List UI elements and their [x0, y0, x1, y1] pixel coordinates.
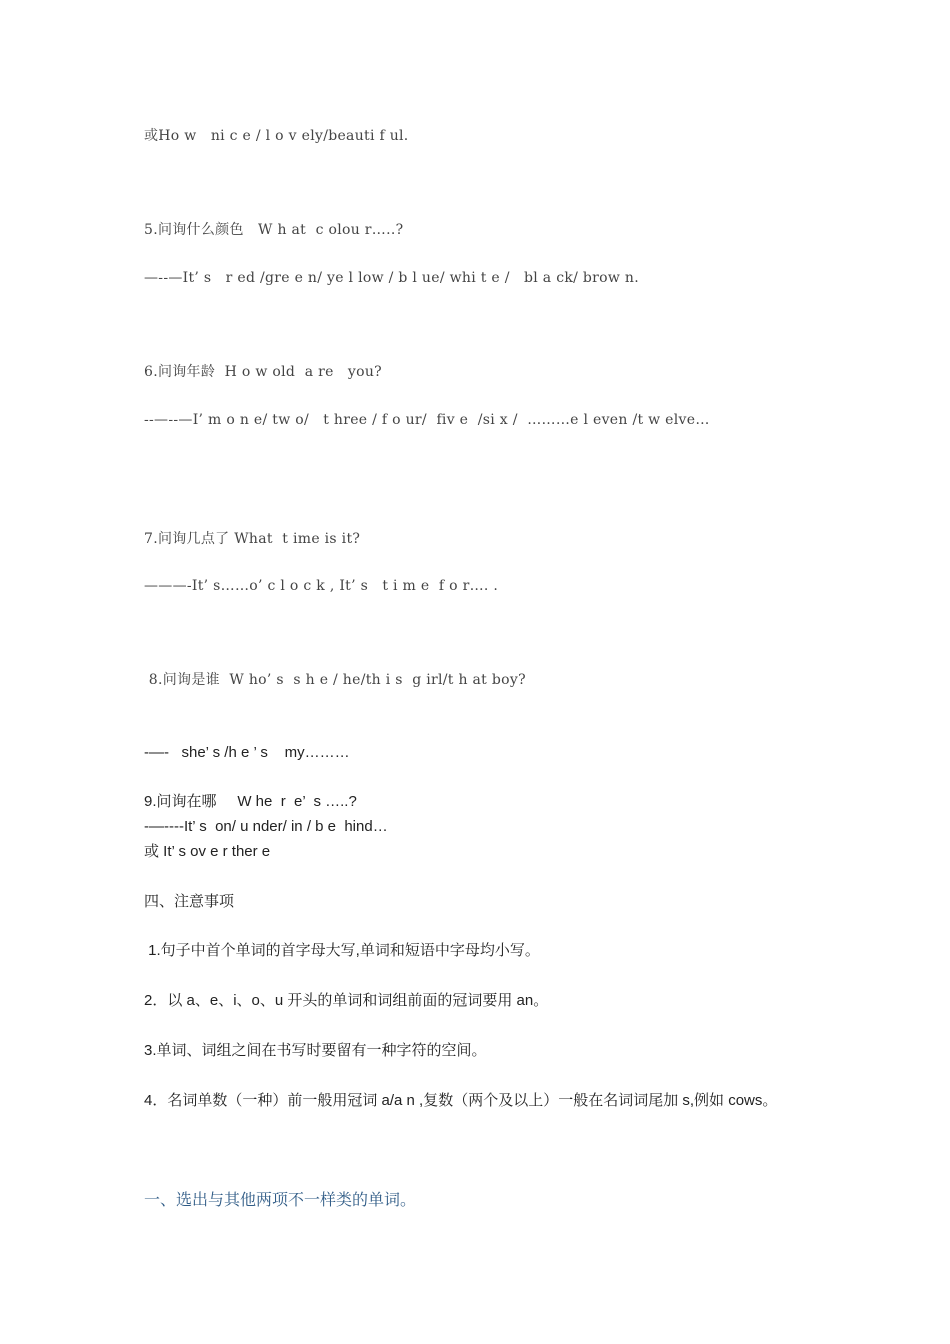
note-1: 1.句子中首个单词的首字母大写,单词和短语中字母均小写。 — [144, 942, 540, 959]
answer-8: -—- she’ s /h e ’ s my……… — [144, 744, 350, 761]
note-4: 4．名词单数（一种）前一般用冠词 a/a n ,复数（两个及以上）一般在名词词尾加 s,例如 cows。 — [144, 1092, 778, 1109]
question-5-title: 5.问询什么颜色 W h at c olou r…..? — [144, 222, 404, 238]
answer-9-alt: 或 It’ s ov e r ther e — [144, 843, 271, 860]
answer-5: —--—It’ s r ed /gre e n/ ye l low / b l ue/ whi t e / bl a ck/ brow n. — [144, 270, 639, 286]
answer-9: -—----It’ s on/ u nder/ in / b e hind… — [144, 818, 388, 835]
answer-7: ———-It’ s……o’ c l o c k , It’ s t i m e f o r…. . — [144, 578, 499, 594]
question-8-title: 8.问询是谁 W ho’ s s h e / he/th i s g irl/t h at boy? — [144, 672, 526, 688]
note-2: 2．以 a、e、i、o、u 开头的单词和词组前面的冠词要用 an。 — [144, 992, 549, 1009]
section-4-heading: 四、注意事项 — [144, 893, 235, 910]
exercise-1-heading: 一、选出与其他两项不一样类的单词。 — [144, 1190, 417, 1209]
question-7-title: 7.问询几点了 What t ime is it? — [144, 531, 361, 547]
question-9-title: 9.问询在哪 W he r e’ s …..? — [144, 793, 357, 810]
text-line-1: 或Ho w ni c e / l o v ely/beauti f ul. — [144, 128, 409, 144]
note-3: 3.单词、词组之间在书写时要留有一种字符的空间。 — [144, 1042, 487, 1059]
question-6-title: 6.问询年龄 H o w old a re you? — [144, 364, 382, 380]
answer-6: --—--—I’ m o n e/ tw o/ t hree / f o ur/ fiv e /si x / ………e l even /t w elve… — [144, 412, 710, 428]
